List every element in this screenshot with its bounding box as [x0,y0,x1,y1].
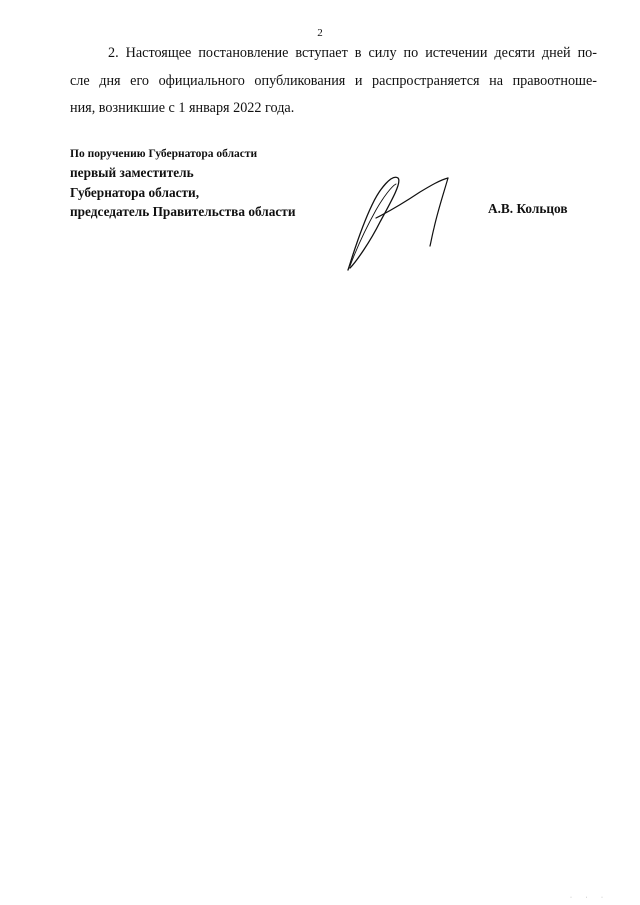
signatory-title-line: Губернатора области, [70,185,200,200]
paragraph-line: 2. Настоящее постановление вступает в силу по истечении десяти дней по- [108,45,597,61]
handwritten-signature [340,170,470,275]
paragraph-line: ния, возникшие с 1 января 2022 года. [70,100,295,116]
scan-specks: · · · [570,895,609,901]
order-note: По поручению Губернатора области [70,148,258,160]
signatory-title-line: председатель Правительства области [70,204,296,219]
page-number: 2 [317,27,323,39]
signer-name: А.В. Кольцов [488,201,568,216]
signatory-title-line: первый заместитель [70,165,194,180]
resolution-paragraph [70,40,597,123]
paragraph-line: сле дня его официального опубликования и распространяется на правоотноше- [70,72,597,89]
